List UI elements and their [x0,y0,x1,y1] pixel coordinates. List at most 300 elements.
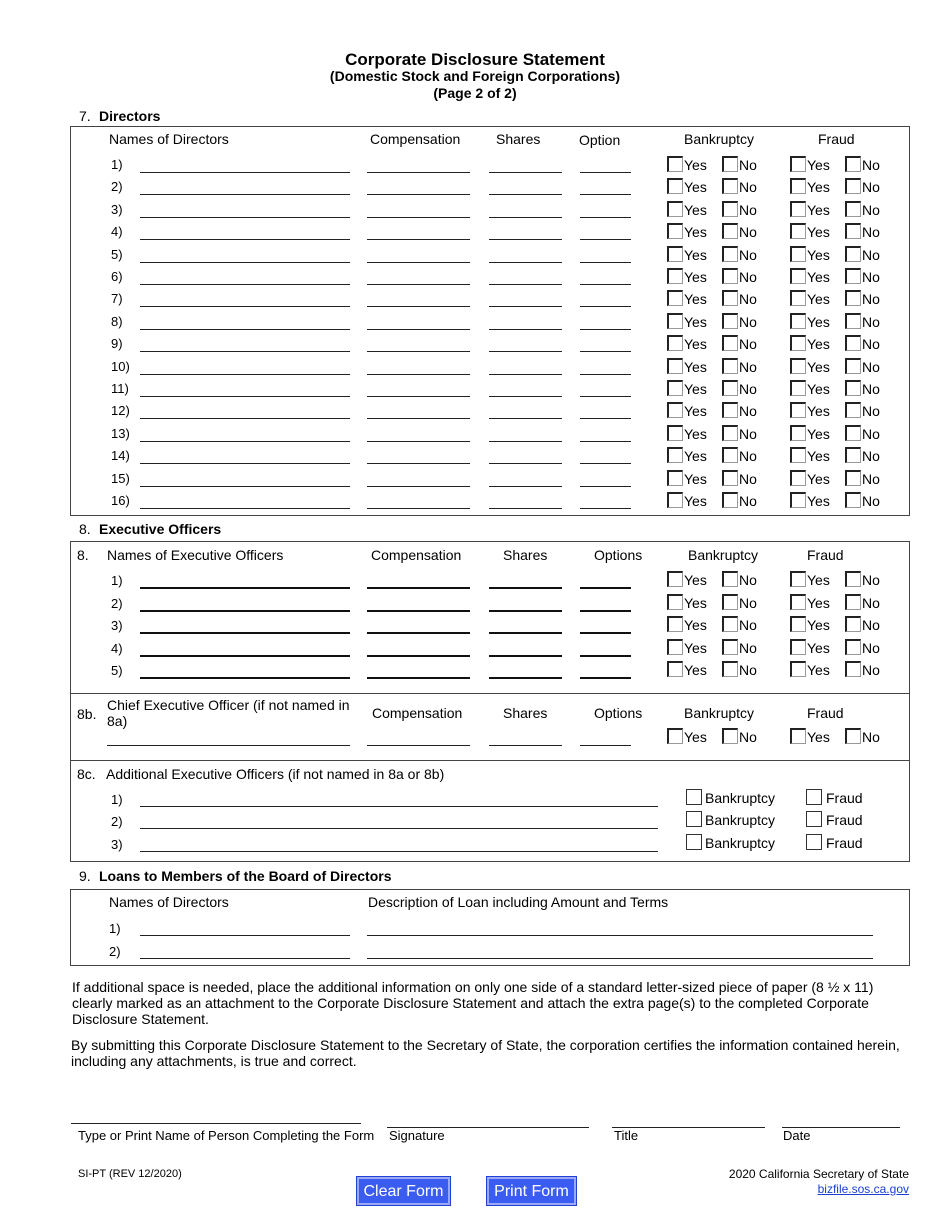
director-shares-field[interactable] [489,262,562,263]
director-shares-field[interactable] [489,463,562,464]
officer-row-number: 3) [111,618,123,633]
ceo-fraud-yes-checkbox[interactable] [790,728,806,744]
director-option-field[interactable] [580,262,631,263]
additional-label: Additional Executive Officers (if not named in 8a or 8b) [106,766,445,782]
officer-bankruptcy-yes-label: Yes [684,639,707,656]
director-fraud-no-checkbox[interactable] [845,246,861,262]
additional-bankruptcy-checkbox[interactable] [686,811,702,827]
director-bankruptcy-yes-label: Yes [684,246,707,263]
officer-bankruptcy-no-checkbox[interactable] [722,639,738,655]
officer-fraud-no-checkbox[interactable] [845,571,861,587]
director-name-field[interactable] [140,351,350,352]
officer-row-number: 1) [111,573,123,588]
director-fraud-yes-label: Yes [807,336,830,353]
officer-options-field[interactable] [580,610,631,612]
officer-fraud-yes-checkbox[interactable] [790,639,806,655]
ceo-label-line1: Chief Executive Officer (if not named in [107,697,350,713]
director-bankruptcy-yes-label: Yes [684,336,707,353]
director-bankruptcy-no-label: No [739,470,757,487]
director-bankruptcy-yes-checkbox[interactable] [667,290,683,306]
officer-bankruptcy-no-label: No [739,594,757,611]
officer-bankruptcy-yes-label: Yes [684,594,707,611]
director-fraud-yes-checkbox[interactable] [790,156,806,172]
director-bankruptcy-no-checkbox[interactable] [722,492,738,508]
director-compensation-field[interactable] [367,194,470,195]
ceo-options-field[interactable] [580,745,631,746]
officer-compensation-field[interactable] [367,610,470,612]
director-shares-field[interactable] [489,239,562,240]
director-bankruptcy-yes-label: Yes [684,381,707,397]
officers-col-options: Options [594,547,643,563]
director-row-number: 1) [111,157,123,172]
director-option-field[interactable] [580,239,631,240]
director-bankruptcy-no-checkbox[interactable] [722,402,738,418]
director-name-field[interactable] [140,329,350,330]
additional-space-note: If additional space is needed, place the additional information on only one side of a standard letter-sized piece of paper (8 ½ x 11) clearly marked as an attachment to the Corporate Disclosure Statement and attach the extra page(s) to the completed Corporate Disclosure Statement. [72,979,874,1027]
officer-shares-field[interactable] [489,587,562,589]
person-name-label: Type or Print Name of Person Completing the Form [78,1128,375,1143]
director-bankruptcy-yes-checkbox[interactable] [667,470,683,486]
director-bankruptcy-no-checkbox[interactable] [722,178,738,194]
director-row-number: 9) [111,336,123,352]
loan-description-field[interactable] [367,935,873,936]
director-fraud-no-checkbox[interactable] [845,178,861,194]
director-bankruptcy-no-checkbox[interactable] [722,223,738,239]
director-option-field[interactable] [580,284,631,285]
director-row-number: 4) [111,224,123,240]
director-fraud-no-checkbox[interactable] [845,313,861,329]
director-bankruptcy-yes-checkbox[interactable] [667,246,683,262]
officer-shares-field[interactable] [489,610,562,612]
officer-fraud-no-checkbox[interactable] [845,639,861,655]
director-fraud-yes-checkbox[interactable] [790,492,806,508]
director-bankruptcy-no-checkbox[interactable] [722,470,738,486]
director-fraud-no-label: No [862,403,880,420]
additional-bankruptcy-checkbox[interactable] [686,834,702,850]
director-shares-field[interactable] [489,194,562,195]
additional-row-number: 2) [111,814,123,830]
director-fraud-yes-checkbox[interactable] [790,470,806,486]
loans-heading: Loans to Members of the Board of Directors [99,868,392,884]
director-fraud-no-label: No [862,493,880,509]
director-bankruptcy-no-checkbox[interactable] [722,268,738,284]
director-option-field[interactable] [580,396,631,397]
director-compensation-field[interactable] [367,396,470,397]
ceo-col-shares: Shares [503,705,548,721]
director-bankruptcy-yes-checkbox[interactable] [667,380,683,396]
ceo-bankruptcy-no-label: No [739,729,757,745]
director-shares-field[interactable] [489,284,562,285]
director-fraud-no-label: No [862,157,880,173]
director-fraud-yes-checkbox[interactable] [790,380,806,396]
ceo-name-field[interactable] [107,745,350,746]
director-bankruptcy-no-label: No [739,425,757,442]
director-shares-field[interactable] [489,374,562,375]
director-fraud-yes-checkbox[interactable] [790,223,806,239]
director-bankruptcy-yes-label: Yes [684,425,707,442]
officer-fraud-no-label: No [862,639,880,656]
officer-bankruptcy-no-label: No [739,572,757,588]
director-fraud-yes-label: Yes [807,224,830,241]
officer-bankruptcy-no-checkbox[interactable] [722,571,738,587]
director-compensation-field[interactable] [367,418,470,419]
director-bankruptcy-yes-checkbox[interactable] [667,358,683,374]
director-bankruptcy-yes-checkbox[interactable] [667,425,683,441]
director-row-number: 8) [111,313,123,329]
director-bankruptcy-yes-label: Yes [684,493,707,509]
director-bankruptcy-no-checkbox[interactable] [722,246,738,262]
director-shares-field[interactable] [489,486,562,487]
director-compensation-field[interactable] [367,463,470,464]
director-fraud-yes-label: Yes [807,246,830,263]
director-shares-field[interactable] [489,441,562,442]
divider-8c [71,760,909,761]
director-bankruptcy-yes-checkbox[interactable] [667,268,683,284]
director-compensation-field[interactable] [367,284,470,285]
director-bankruptcy-yes-checkbox[interactable] [667,447,683,463]
officer-bankruptcy-no-label: No [739,662,757,678]
director-fraud-no-checkbox[interactable] [845,358,861,374]
directors-col-shares: Shares [496,131,541,147]
additional-fraud-checkbox[interactable] [806,811,822,827]
officer-fraud-yes-checkbox[interactable] [790,616,806,632]
director-compensation-field[interactable] [367,306,470,307]
director-fraud-yes-label: Yes [807,179,830,196]
director-fraud-no-checkbox[interactable] [845,425,861,441]
title-label: Title [614,1128,639,1143]
director-fraud-no-checkbox[interactable] [845,447,861,463]
director-fraud-no-checkbox[interactable] [845,492,861,508]
ceo-label-line2: 8a) [107,713,128,729]
director-name-field[interactable] [140,262,350,263]
director-bankruptcy-no-checkbox[interactable] [722,156,738,172]
director-fraud-yes-label: Yes [807,403,830,420]
director-bankruptcy-yes-checkbox[interactable] [667,335,683,351]
officer-bankruptcy-no-checkbox[interactable] [722,616,738,632]
director-bankruptcy-yes-label: Yes [684,157,707,173]
director-compensation-field[interactable] [367,486,470,487]
director-fraud-no-checkbox[interactable] [845,223,861,239]
divider-8b [71,693,909,694]
director-name-field[interactable] [140,441,350,442]
officers-col-names: Names of Executive Officers [107,547,284,563]
director-option-field[interactable] [580,463,631,464]
officer-name-field[interactable] [140,655,350,657]
director-name-field[interactable] [140,486,350,487]
director-option-field[interactable] [580,194,631,195]
director-bankruptcy-yes-label: Yes [684,291,707,308]
additional-bankruptcy-checkbox[interactable] [686,789,702,805]
director-fraud-yes-checkbox[interactable] [790,402,806,418]
ceo-shares-field[interactable] [489,745,562,746]
officer-options-field[interactable] [580,677,631,679]
officer-bankruptcy-no-checkbox[interactable] [722,594,738,610]
certification-note: By submitting this Corporate Disclosure Statement to the Secretary of State, the corporation certifies the information contained herein, including any attachments, is true and correct. [71,1037,900,1069]
ceo-compensation-field[interactable] [367,745,470,746]
director-name-field[interactable] [140,217,350,218]
director-bankruptcy-yes-checkbox[interactable] [667,313,683,329]
director-compensation-field[interactable] [367,351,470,352]
director-fraud-yes-label: Yes [807,381,830,397]
director-fraud-yes-checkbox[interactable] [790,268,806,284]
officers-sub-number: 8. [77,547,89,563]
director-shares-field[interactable] [489,306,562,307]
director-fraud-yes-label: Yes [807,493,830,509]
director-name-field[interactable] [140,172,350,173]
officer-shares-field[interactable] [489,677,562,679]
officers-col-fraud: Fraud [807,547,844,563]
director-shares-field[interactable] [489,329,562,330]
director-option-field[interactable] [580,172,631,173]
director-name-field[interactable] [140,418,350,419]
officer-compensation-field[interactable] [367,655,470,657]
director-fraud-no-checkbox[interactable] [845,290,861,306]
director-bankruptcy-no-checkbox[interactable] [722,447,738,463]
director-bankruptcy-yes-label: Yes [684,269,707,285]
officer-fraud-no-checkbox[interactable] [845,616,861,632]
director-shares-field[interactable] [489,396,562,397]
form-title: Corporate Disclosure Statement [345,50,605,69]
director-bankruptcy-no-checkbox[interactable] [722,358,738,374]
page-indicator: (Page 2 of 2) [433,85,517,101]
director-bankruptcy-no-checkbox[interactable] [722,335,738,351]
director-fraud-yes-checkbox[interactable] [790,178,806,194]
director-fraud-no-checkbox[interactable] [845,268,861,284]
officer-row-number: 2) [111,595,123,611]
officer-options-field[interactable] [580,587,631,589]
director-fraud-no-checkbox[interactable] [845,380,861,396]
officer-bankruptcy-no-label: No [739,639,757,656]
director-bankruptcy-yes-label: Yes [684,313,707,330]
officer-row-number: 5) [111,663,123,678]
officer-name-field[interactable] [140,610,350,612]
officer-bankruptcy-yes-checkbox[interactable] [667,639,683,655]
copyright: 2020 California Secretary of State [728,1167,909,1181]
director-fraud-no-checkbox[interactable] [845,156,861,172]
director-compensation-field[interactable] [367,239,470,240]
directors-col-fraud: Fraud [818,131,855,147]
director-fraud-yes-checkbox[interactable] [790,246,806,262]
loans-number: 9. [79,868,91,884]
director-row-number: 15) [111,470,130,486]
officer-fraud-yes-label: Yes [807,617,830,633]
loan-director-name-field[interactable] [140,958,350,959]
officer-fraud-yes-label: Yes [807,594,830,611]
additional-officer-field[interactable] [140,806,658,807]
officer-bankruptcy-yes-checkbox[interactable] [667,616,683,632]
officer-fraud-yes-checkbox[interactable] [790,594,806,610]
officer-fraud-no-label: No [862,594,880,611]
additional-officer-field[interactable] [140,851,658,852]
officer-compensation-field[interactable] [367,632,470,634]
additional-fraud-checkbox[interactable] [806,789,822,805]
loan-director-name-field[interactable] [140,935,350,936]
officer-fraud-yes-label: Yes [807,639,830,656]
director-name-field[interactable] [140,306,350,307]
director-bankruptcy-no-checkbox[interactable] [722,201,738,217]
officer-name-field[interactable] [140,587,350,589]
director-compensation-field[interactable] [367,441,470,442]
director-row-number: 2) [111,179,123,195]
director-bankruptcy-no-label: No [739,313,757,330]
director-fraud-yes-label: Yes [807,358,830,375]
director-fraud-yes-label: Yes [807,157,830,173]
director-compensation-field[interactable] [367,508,470,509]
director-fraud-yes-checkbox[interactable] [790,313,806,329]
officer-shares-field[interactable] [489,655,562,657]
director-fraud-yes-checkbox[interactable] [790,358,806,374]
director-option-field[interactable] [580,329,631,330]
director-bankruptcy-no-label: No [739,246,757,263]
director-bankruptcy-no-checkbox[interactable] [722,425,738,441]
director-fraud-no-label: No [862,425,880,442]
director-row-number: 12) [111,403,130,419]
officer-options-field[interactable] [580,655,631,657]
ceo-fraud-no-label: No [862,729,880,745]
director-name-field[interactable] [140,239,350,240]
director-bankruptcy-no-checkbox[interactable] [722,290,738,306]
director-option-field[interactable] [580,418,631,419]
director-bankruptcy-no-label: No [739,291,757,308]
director-row-number: 5) [111,246,123,262]
director-compensation-field[interactable] [367,262,470,263]
ceo-bankruptcy-no-checkbox[interactable] [722,728,738,744]
director-option-field[interactable] [580,486,631,487]
form-id: SI-PT (REV 12/2020) [78,1168,182,1180]
director-fraud-yes-label: Yes [807,291,830,308]
director-option-field[interactable] [580,217,631,218]
officer-bankruptcy-yes-checkbox[interactable] [667,661,683,677]
director-option-field[interactable] [580,306,631,307]
director-option-field[interactable] [580,374,631,375]
director-bankruptcy-yes-checkbox[interactable] [667,178,683,194]
officer-fraud-yes-checkbox[interactable] [790,661,806,677]
loan-description-field[interactable] [367,958,873,959]
officer-name-field[interactable] [140,632,350,634]
director-bankruptcy-no-label: No [739,448,757,465]
director-fraud-no-checkbox[interactable] [845,470,861,486]
director-compensation-field[interactable] [367,329,470,330]
director-compensation-field[interactable] [367,374,470,375]
director-name-field[interactable] [140,374,350,375]
director-compensation-field[interactable] [367,217,470,218]
directors-col-option: Option [579,132,621,148]
director-name-field[interactable] [140,284,350,285]
officer-compensation-field[interactable] [367,677,470,679]
director-bankruptcy-yes-label: Yes [684,179,707,196]
officer-fraud-no-checkbox[interactable] [845,661,861,677]
officer-options-field[interactable] [580,632,631,634]
director-fraud-no-checkbox[interactable] [845,335,861,351]
director-row-number: 16) [111,493,130,508]
director-compensation-field[interactable] [367,172,470,173]
director-bankruptcy-yes-label: Yes [684,201,707,218]
director-bankruptcy-no-checkbox[interactable] [722,380,738,396]
director-option-field[interactable] [580,351,631,352]
director-fraud-yes-label: Yes [807,269,830,285]
loan-row-number: 1) [109,921,121,936]
officer-shares-field[interactable] [489,632,562,634]
print-form-button[interactable]: Print Form [487,1177,576,1205]
director-fraud-yes-checkbox[interactable] [790,290,806,306]
director-option-field[interactable] [580,441,631,442]
director-name-field[interactable] [140,396,350,397]
additional-officer-field[interactable] [140,828,658,829]
director-bankruptcy-yes-checkbox[interactable] [667,156,683,172]
officer-compensation-field[interactable] [367,587,470,589]
director-bankruptcy-no-label: No [739,157,757,173]
director-shares-field[interactable] [489,351,562,352]
additional-fraud-checkbox[interactable] [806,834,822,850]
officer-bankruptcy-no-checkbox[interactable] [722,661,738,677]
director-shares-field[interactable] [489,172,562,173]
director-bankruptcy-no-label: No [739,381,757,397]
additional-fraud-label: Fraud [826,812,863,829]
clear-form-button[interactable]: Clear Form [357,1177,450,1205]
officer-fraud-no-checkbox[interactable] [845,594,861,610]
officer-fraud-no-label: No [862,662,880,678]
officer-bankruptcy-yes-label: Yes [684,662,707,678]
director-fraud-yes-checkbox[interactable] [790,201,806,217]
officer-name-field[interactable] [140,677,350,679]
director-bankruptcy-yes-checkbox[interactable] [667,492,683,508]
director-row-number: 3) [111,201,123,217]
additional-bankruptcy-label: Bankruptcy [705,812,776,829]
director-shares-field[interactable] [489,217,562,218]
director-fraud-yes-checkbox[interactable] [790,447,806,463]
directors-col-names: Names of Directors [109,131,229,147]
director-bankruptcy-yes-checkbox[interactable] [667,223,683,239]
officer-bankruptcy-yes-checkbox[interactable] [667,571,683,587]
director-fraud-no-checkbox[interactable] [845,201,861,217]
director-fraud-yes-label: Yes [807,425,830,442]
officer-bankruptcy-yes-checkbox[interactable] [667,594,683,610]
ceo-bankruptcy-yes-checkbox[interactable] [667,728,683,744]
person-name-field[interactable] [71,1123,361,1124]
ceo-fraud-no-checkbox[interactable] [845,728,861,744]
ceo-number: 8b. [77,706,97,722]
director-bankruptcy-yes-label: Yes [684,448,707,465]
additional-fraud-label: Fraud [826,790,863,806]
director-fraud-no-label: No [862,470,880,487]
director-fraud-no-label: No [862,448,880,465]
director-fraud-yes-checkbox[interactable] [790,425,806,441]
director-bankruptcy-yes-checkbox[interactable] [667,201,683,217]
bizfile-link[interactable]: bizfile.sos.ca.gov [817,1182,909,1196]
director-fraud-no-checkbox[interactable] [845,402,861,418]
director-fraud-yes-label: Yes [807,448,830,465]
director-bankruptcy-yes-label: Yes [684,224,707,241]
officers-col-bankruptcy: Bankruptcy [688,547,759,563]
director-bankruptcy-no-label: No [739,201,757,218]
director-shares-field[interactable] [489,508,562,509]
director-name-field[interactable] [140,194,350,195]
director-name-field[interactable] [140,508,350,509]
additional-row-number: 1) [111,792,123,807]
director-fraud-yes-checkbox[interactable] [790,335,806,351]
officer-fraud-yes-checkbox[interactable] [790,571,806,587]
director-shares-field[interactable] [489,418,562,419]
director-row-number: 13) [111,425,130,441]
director-name-field[interactable] [140,463,350,464]
officers-number: 8. [79,521,91,537]
officer-fraud-yes-label: Yes [807,572,830,588]
director-fraud-no-label: No [862,246,880,263]
director-option-field[interactable] [580,508,631,509]
director-bankruptcy-yes-checkbox[interactable] [667,402,683,418]
director-bankruptcy-no-checkbox[interactable] [722,313,738,329]
director-fraud-no-label: No [862,179,880,196]
